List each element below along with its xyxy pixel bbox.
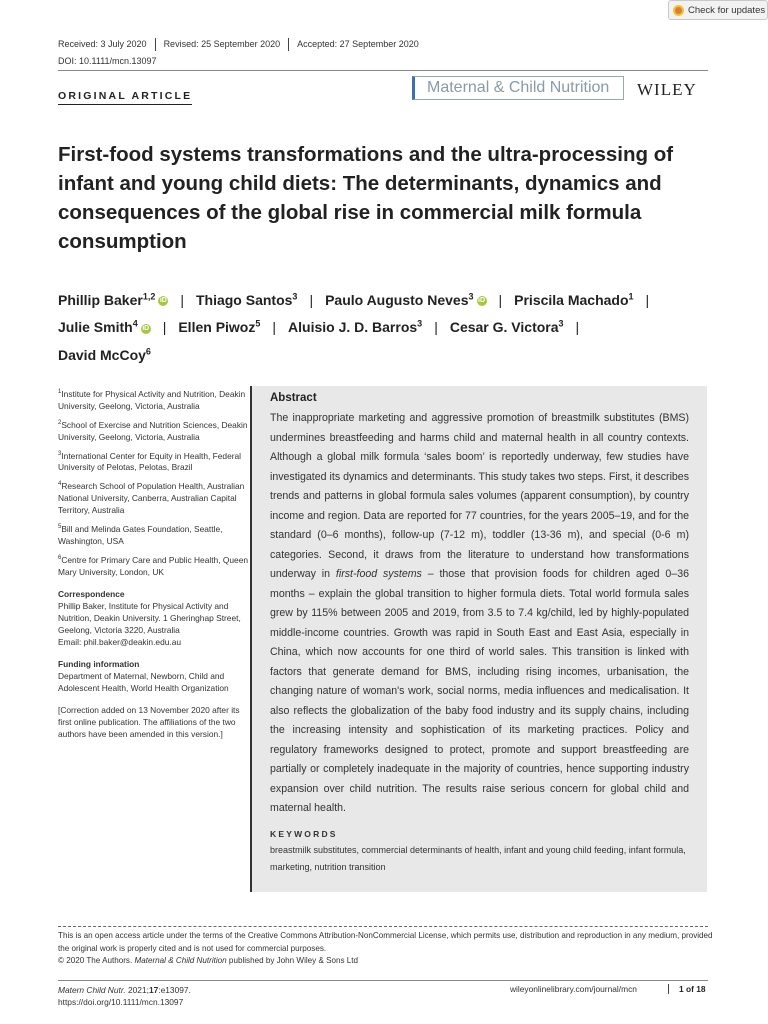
author-separator: | — [498, 291, 503, 308]
author-affiliation-number: 1 — [628, 291, 634, 301]
affiliation: $^2$School of Exercise and Nutrition Sciences, Deakin University, Geelong, Victoria, Australia — [58, 419, 248, 442]
author — [58, 319, 151, 335]
received-date: Received: 3 July 2020 — [58, 39, 147, 49]
orcid-icon[interactable]: iD — [159, 296, 167, 304]
check-updates-label: Check for updates — [688, 4, 766, 16]
footnote-divider — [58, 926, 708, 927]
author — [178, 319, 260, 335]
author — [325, 292, 486, 308]
article-type: ORIGINAL ARTICLE — [58, 90, 192, 105]
journal-name: Maternal & Child Nutrition — [412, 76, 624, 100]
author-affiliation-number: 3 — [558, 318, 564, 329]
author-affiliation-number: 3 — [417, 318, 423, 329]
author-name: Julie Smith — [58, 319, 133, 336]
author-name: Phillip Baker — [58, 291, 143, 308]
correspondence-text: Phillip Baker, Institute for Physical Activity and Nutrition, Deakin University. 1 Gheringhap Street, Geelong, Victoria 3220, Australia — [58, 600, 241, 635]
article-dates — [58, 38, 427, 51]
author-name: Ellen Piwoz — [178, 319, 256, 336]
author — [196, 292, 297, 308]
author-name: Thiago Santos — [195, 291, 293, 308]
copyright-text: © 2020 The Authors. Maternal & Child Nutrition published by John Wiley & Sons Ltd — [58, 956, 359, 965]
author-name: Cesar G. Victora — [449, 319, 559, 336]
affiliation: $^1$Institute for Physical Activity and Nutrition, Deakin University, Geelong, Victoria, Australia — [58, 388, 246, 411]
author-separator: | — [645, 291, 650, 308]
author-affiliation-number: 4 — [132, 318, 138, 329]
correspondence-email: Email: phil.baker@deakin.edu.au — [58, 636, 182, 647]
check-for-updates-button[interactable] — [668, 0, 768, 20]
author-affiliation-number: 1,2 — [142, 291, 156, 301]
author-name: Paulo Augusto Neves — [325, 291, 469, 308]
license-footnote — [58, 930, 718, 968]
accepted-date: Accepted: 27 September 2020 — [288, 38, 427, 51]
author-separator: | — [434, 319, 438, 336]
author — [450, 319, 564, 335]
author-separator: | — [309, 291, 314, 308]
author — [58, 347, 151, 363]
author — [514, 292, 633, 308]
author-separator: | — [575, 319, 580, 336]
affiliation: $^5$Bill and Melinda Gates Foundation, Seattle, Washington, USA — [58, 523, 223, 546]
author-name: Priscila Machado — [514, 291, 629, 308]
correction-note: [Correction added on 13 November 2020 after its first online publication. The affiliations of the two authors have been amended in this version.] — [58, 704, 240, 739]
author — [58, 292, 168, 308]
orcid-icon[interactable]: iD — [478, 296, 485, 304]
affiliation: $^3$International Center for Equity in Health, Federal University of Pelotas, Pelotas, Brazil — [58, 450, 242, 473]
footer-divider — [58, 980, 708, 981]
author-name: Aluisio J. D. Barros — [288, 319, 418, 336]
correspondence-heading: Correspondence — [58, 588, 125, 599]
journal-site-link[interactable]: wileyonlinelibrary.com/journal/mcn — [510, 984, 637, 994]
orcid-icon[interactable]: iD — [142, 324, 150, 332]
keywords-heading: KEYWORDS — [270, 828, 338, 839]
author-affiliation-number: 3 — [468, 291, 474, 301]
keywords-text: breastmilk substitutes, commercial determinants of health, infant and young child feeding, infant formula, marketing, nutrition transition — [270, 844, 686, 872]
abstract-text: The inappropriate marketing and aggressive promotion of breastmilk substitutes (BMS) undermines breastfeeding and harms child and maternal health in all country contexts. Although a global milk formula ‘sales boom’ is reportedly underway, few studies have investigated its dynamics and determinants. This study takes two steps. First, it describes trends and patterns in global formula sales volumes (apparent consumption), by country income and region. Data are reported for 77 countries, for the years 2005–19, and for the standard (0–6 months), follow-up (7-12 m), toddler (13-36 m), and special (0-6 m) categories. Second, it draws from the literature to understand how transformations underway in first-food systems – those that provision foods for children aged 0–36 months – explain the global transition to higher formula diets. Total world formula sales grew by 115% between 2005 and 2019, from 3.5 to 7.4 kg/child, led by highly-populated middle-income countries. Growth was rapid in South East and East Asia, especially in China, which now accounts for one third of world sales. This transition is linked with factors that generate demand for BMS, including rising incomes, urbanisation, the changing nature of woman's work, social norms, media influences and medicalisation. It also reflects the globalization of the baby food industry and its supply chains, including the increasing intensity and sophistication of its marketing practices. Policy and regulatory frameworks designed to protect, promote and support breastfeeding are partially or completely inadequate in the majority of countries, hence supporting industry expansion over child nutrition. The results raise serious concern for global child and maternal health. — [270, 412, 689, 814]
abstract-heading: Abstract — [270, 392, 317, 404]
author-name: David McCoy — [58, 346, 146, 363]
citation-doi-link[interactable]: https://doi.org/10.1111/mcn.13097 — [58, 997, 184, 1007]
affiliation: $^6$Centre for Primary Care and Public Health, Queen Mary University, London, UK — [58, 554, 249, 577]
page-number: 1 of 18 — [668, 984, 706, 994]
affiliation: $^4$Research School of Population Health, Australian National University, Canberra, Australian Capital Territory, Australia — [58, 481, 245, 516]
sidebar-info — [58, 386, 248, 740]
doi: DOI: 10.1111/mcn.13097 — [58, 56, 157, 66]
funding-text: Department of Maternal, Newborn, Child and Adolescent Health, World Health Organization — [58, 670, 229, 693]
publisher-logo: WILEY — [637, 80, 697, 99]
author-separator: | — [180, 291, 184, 308]
author-affiliation-number: 6 — [145, 346, 151, 357]
author-list — [58, 284, 718, 367]
citation: Matern Child Nutr. 2021;17:e13097. https://doi.org/10.1111/mcn.13097 — [58, 985, 191, 1007]
check-updates-icon — [673, 5, 684, 16]
author-separator: | — [162, 319, 167, 336]
header-divider — [58, 70, 708, 71]
author-affiliation-number: 3 — [292, 291, 298, 301]
abstract-box — [250, 386, 707, 892]
author — [288, 319, 422, 335]
author-separator: | — [272, 319, 277, 336]
funding-heading: Funding information — [58, 658, 140, 669]
revised-date: Revised: 25 September 2020 — [155, 38, 289, 51]
affiliations — [58, 386, 248, 578]
license-text: This is an open access article under the terms of the Creative Commons Attribution-NonCommercial License, which permits use, distribution and reproduction in any medium, provided the original work is properly cited and is not used for commercial purposes. — [58, 931, 713, 953]
article-title: First-food systems transformations and the ultra-processing of infant and young child diets: The determinants, dynamics and consequences of the global rise in commercial milk formula consumption — [58, 143, 674, 253]
author-affiliation-number: 5 — [255, 318, 261, 329]
